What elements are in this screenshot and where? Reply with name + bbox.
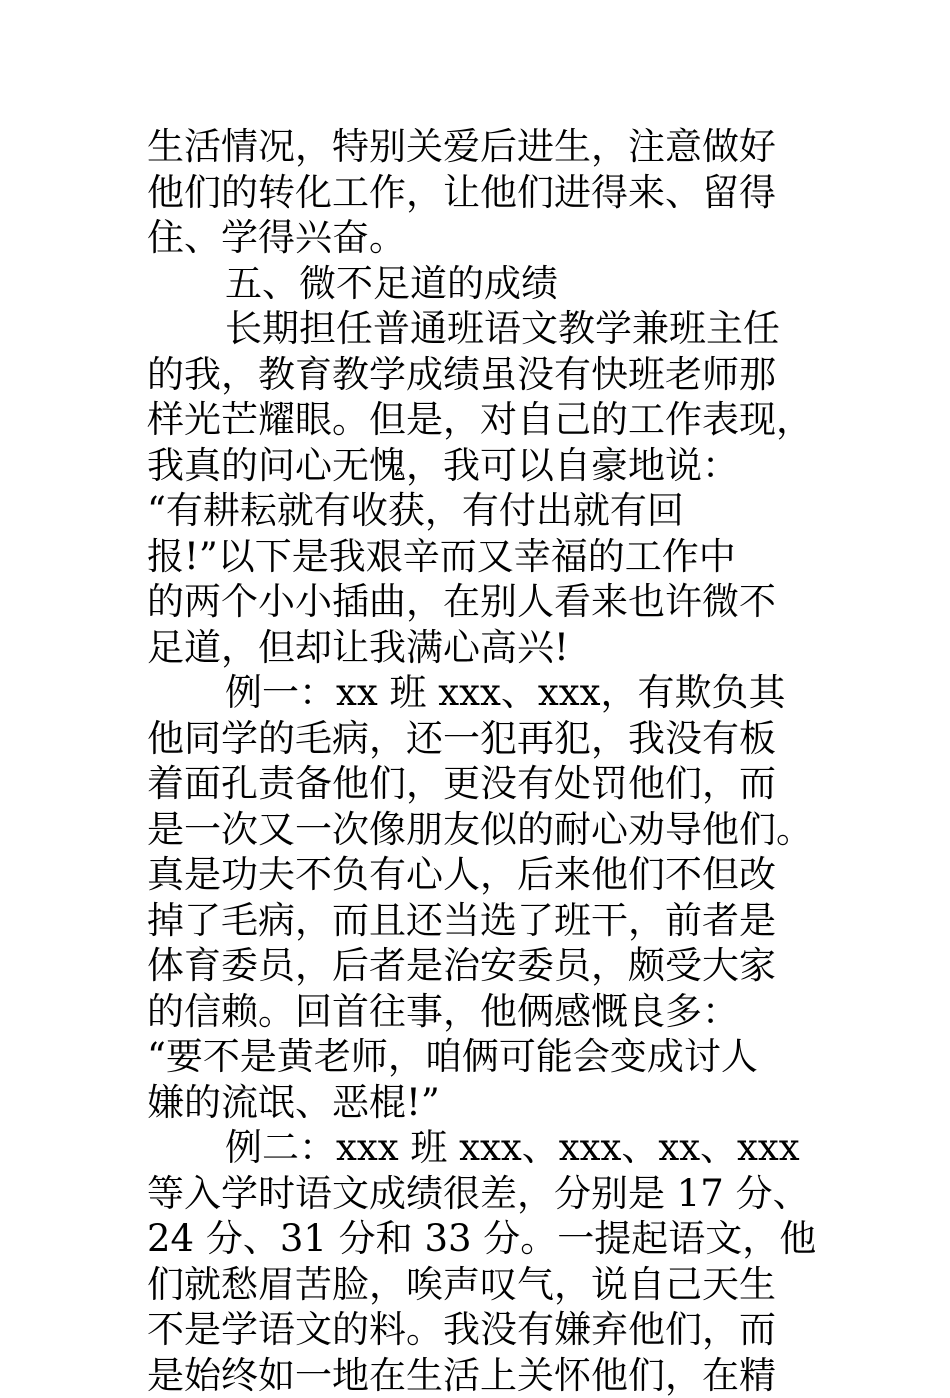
text-line: 足道，但却让我满心高兴! [147, 625, 827, 671]
text-line: 例一：xx 班 xxx、xxx，有欺负其 [147, 670, 827, 716]
text-line: 们就愁眉苦脸，唉声叹气，说自己天生 [147, 1262, 827, 1308]
text-line: 不是学语文的料。我没有嫌弃他们，而 [147, 1307, 827, 1353]
body-text [147, 124, 827, 1398]
text-line: 他们的转化工作，让他们进得来、留得 [147, 170, 827, 216]
text-line: 等入学时语文成绩很差，分别是 17 分、 [147, 1171, 827, 1217]
text-line: 的信赖。回首往事，他俩感慨良多： [147, 989, 827, 1035]
text-line: 的我，教育教学成绩虽没有快班老师那 [147, 352, 827, 398]
text-line: “要不是黄老师，咱俩可能会变成讨人 [147, 1034, 827, 1080]
text-line: 我真的问心无愧，我可以自豪地说： [147, 443, 827, 489]
text-line: 的两个小小插曲，在别人看来也许微不 [147, 579, 827, 625]
text-line: 24 分、31 分和 33 分。一提起语文，他 [147, 1216, 827, 1262]
text-line: 是始终如一地在生活上关怀他们，在精 [147, 1353, 827, 1398]
text-line: 是一次又一次像朋友似的耐心劝导他们。 [147, 807, 827, 853]
text-line: 例二：xxx 班 xxx、xxx、xx、xxx [147, 1125, 827, 1171]
text-line: 样光芒耀眼。但是，对自己的工作表现， [147, 397, 827, 443]
text-line: 五、微不足道的成绩 [147, 261, 827, 307]
text-line: “有耕耘就有收获，有付出就有回 [147, 488, 827, 534]
text-line: 体育委员，后者是治安委员，颇受大家 [147, 943, 827, 989]
text-line: 住、学得兴奋。 [147, 215, 827, 261]
text-line: 掉了毛病，而且还当选了班干，前者是 [147, 898, 827, 944]
text-line: 长期担任普通班语文教学兼班主任 [147, 306, 827, 352]
text-line: 生活情况，特别关爱后进生，注意做好 [147, 124, 827, 170]
text-line: 嫌的流氓、恶棍!” [147, 1080, 827, 1126]
text-line: 着面孔责备他们，更没有处罚他们，而 [147, 761, 827, 807]
text-line: 报!”以下是我艰辛而又幸福的工作中 [147, 534, 827, 580]
text-line: 他同学的毛病，还一犯再犯，我没有板 [147, 716, 827, 762]
text-line: 真是功夫不负有心人，后来他们不但改 [147, 852, 827, 898]
